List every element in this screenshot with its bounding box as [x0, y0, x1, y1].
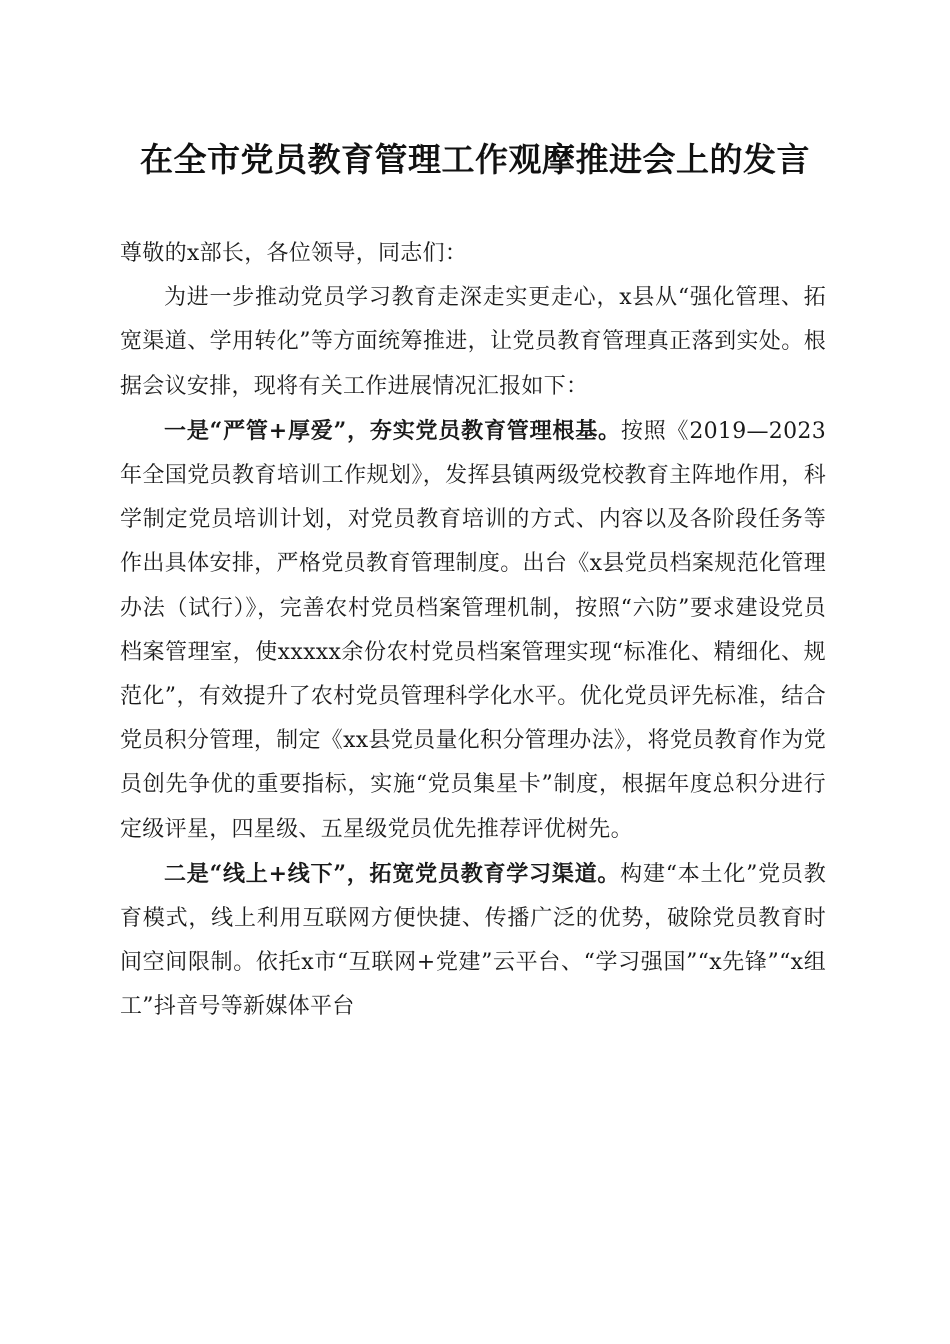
document-title: 在全市党员教育管理工作观摩推进会上的发言 — [140, 140, 810, 179]
section-heading: 二是“线上+线下”，拓宽党员教育学习渠道。 — [164, 860, 621, 887]
paragraph-text: 为进一步推动党员学习教育走深走实更走心，x县从“强化管理、拓宽渠道、学用转化”等方面统筹推进，让党员教育管理真正落到实处。根据会议安排，现将有关工作进展情况汇报如下： — [120, 285, 826, 399]
paragraph-section-1 — [120, 409, 826, 852]
salutation: 尊敬的x部长，各位领导，同志们： — [120, 241, 468, 266]
paragraph-intro — [120, 276, 826, 409]
paragraph-text: 按照《2019—2023年全国党员教育培训工作规划》，发挥县镇两级党校教育主阵地作用，科学制定党员培训计划，对党员教育培训的方式、内容以及各阶段任务等作出具体安排，严格党员教育管理制度。出台《x县党员档案规范化管理办法（试行）》，完善农村党员档案管理机制，按照“六防”要求建设党员档案管理室，使xxxxx余份农村党员档案管理实现“标准化、精细化、规范化”，有效提升了农村党员管理科学化水平。优化党员评先标准，结合党员积分管理，制定《xx县党员量化积分管理办法》，将党员教育作为党员创先争优的重要指标，实施“党员集星卡”制度，根据年度总积分进行定级评星，四星级、五星级党员优先推荐评优树先。 — [120, 418, 826, 842]
section-heading: 一是“严管+厚爱”，夯实党员教育管理根基。 — [164, 417, 621, 444]
paragraph-section-2 — [120, 852, 826, 1030]
paragraph-text: 构建“本土化”党员教育模式，线上利用互联网方便快捷、传播广泛的优势，破除党员教育时间空间限制。依托x市“互联网+党建”云平台、“学习强国”“x先锋”“x组工”抖音号等新媒体平台 — [120, 861, 827, 1020]
document-body — [120, 232, 826, 1030]
